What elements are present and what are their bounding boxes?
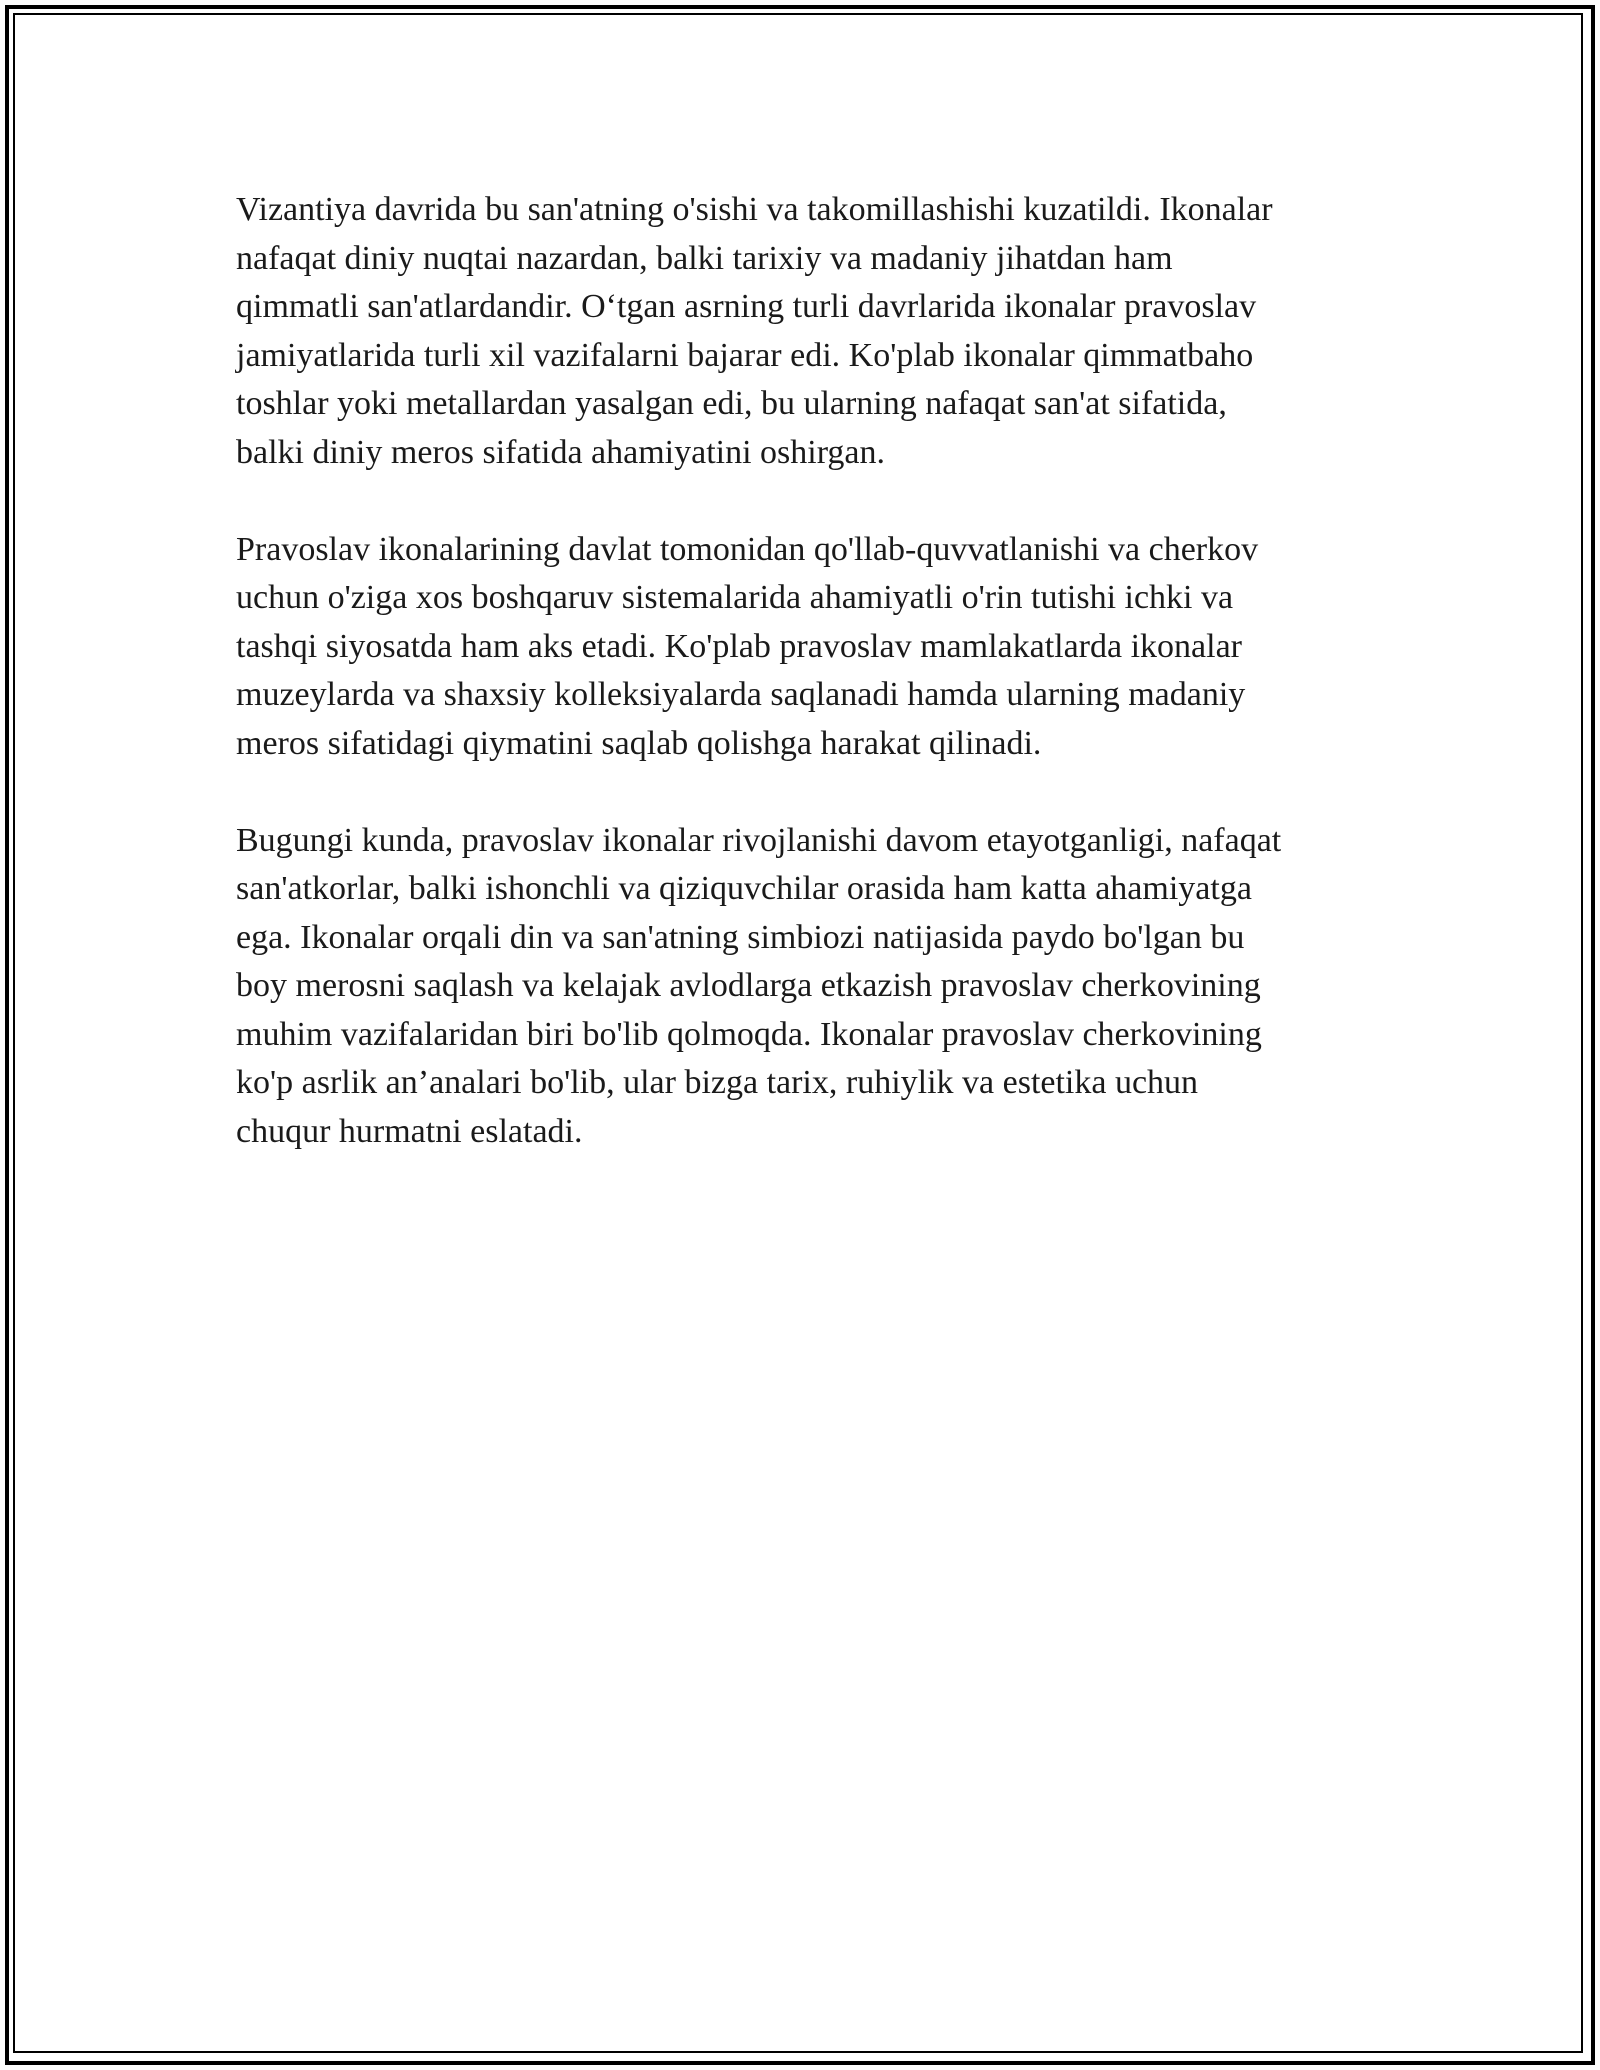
text-line: meros sifatidagi qiymatini saqlab qolishga harakat qilinadi.	[236, 724, 1042, 762]
text-line: tashqi siyosatda ham aks etadi. Ko'plab pravoslav mamlakatlarda ikonalar	[236, 627, 1242, 665]
paragraph-1	[236, 186, 1386, 477]
text-line: Vizantiya davrida bu san'atning o'sishi va takomillashishi kuzatildi. Ikonalar	[236, 191, 1273, 228]
text-line: ega. Ikonalar orqali din va san'atning simbiozi natijasida paydo bo'lgan bu	[236, 918, 1245, 956]
document-body	[236, 186, 1386, 1205]
text-line: ko'p asrlik an’analari bo'lib, ular bizga tarix, ruhiylik va estetika uchun	[236, 1064, 1199, 1101]
paragraph-2	[236, 526, 1386, 769]
text-line: toshlar yoki metallardan yasalgan edi, bu ularning nafaqat san'at sifatida,	[236, 385, 1227, 422]
text-line: chuqur hurmatni eslatadi.	[236, 1112, 583, 1150]
paragraph-3	[236, 817, 1386, 1157]
text-line: muzeylarda va shaxsiy kolleksiyalarda saqlanadi hamda ularning madaniy	[236, 676, 1246, 713]
text-line: balki diniy meros sifatida ahamiyatini oshirgan.	[236, 433, 886, 471]
text-line: muhim vazifalaridan biri bo'lib qolmoqda. Ikonalar pravoslav cherkovining	[236, 1015, 1262, 1053]
text-line: boy merosni saqlash va kelajak avlodlarga etkazish pravoslav cherkovining	[236, 967, 1261, 1004]
text-line: jamiyatlarida turli xil vazifalarni bajarar edi. Ko'plab ikonalar qimmatbaho	[236, 336, 1254, 374]
text-line: uchun o'ziga xos boshqaruv sistemalarida ahamiyatli o'rin tutishi ichki va	[236, 579, 1234, 616]
text-line: qimmatli san'atlardandir. O‘tgan asrning turli davrlarida ikonalar pravoslav	[236, 288, 1257, 325]
text-line: nafaqat diniy nuqtai nazardan, balki tarixiy va madaniy jihatdan ham	[236, 239, 1173, 277]
text-line: san'atkorlar, balki ishonchli va qiziquvchilar orasida ham katta ahamiyatga	[236, 870, 1252, 907]
text-line: Bugungi kunda, pravoslav ikonalar rivojlanishi davom etayotganligi, nafaqat	[236, 821, 1282, 859]
text-line: Pravoslav ikonalarining davlat tomonidan qo'llab-quvvatlanishi va cherkov	[236, 530, 1259, 568]
